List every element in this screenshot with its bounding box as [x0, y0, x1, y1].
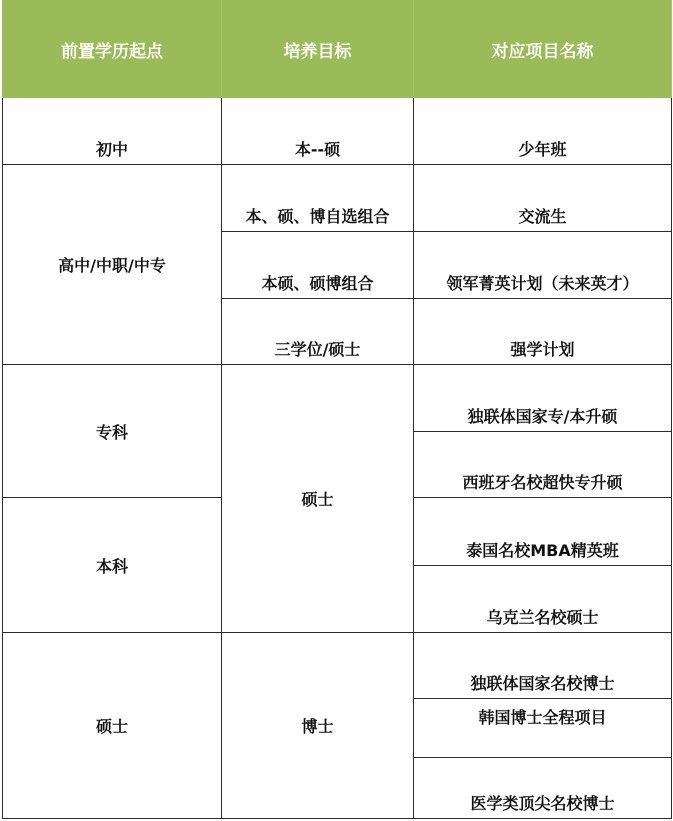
header-start-level: 前置学历起点 [3, 1, 222, 98]
header-program: 对应项目名称 [414, 1, 672, 98]
goal-cell: 博士 [222, 632, 414, 818]
program-cell: 领军菁英计划（未来英才） [414, 232, 672, 299]
program-cell: 独联体国家名校博士 [414, 632, 672, 698]
start-level-cell: 高中/中职/中专 [3, 165, 222, 365]
goal-cell: 三学位/硕士 [222, 299, 414, 365]
header-row [3, 1, 672, 98]
goal-cell: 本硕、硕博组合 [222, 232, 414, 299]
program-cell: 乌克兰名校硕士 [414, 565, 672, 632]
program-cell: 西班牙名校超快专升硕 [414, 432, 672, 498]
start-level-cell: 专科 [3, 365, 222, 498]
program-table [2, 0, 672, 819]
table-row [3, 165, 672, 232]
table-row [3, 98, 672, 165]
program-cell: 泰国名校MBA精英班 [414, 498, 672, 565]
start-level-cell: 硕士 [3, 632, 222, 818]
start-level-cell: 初中 [3, 98, 222, 165]
table-row [3, 632, 672, 698]
program-cell: 韩国博士全程项目 [414, 698, 672, 757]
goal-cell: 硕士 [222, 365, 414, 632]
table-row [3, 365, 672, 432]
program-cell: 少年班 [414, 98, 672, 165]
program-cell: 医学类顶尖名校博士 [414, 757, 672, 818]
program-cell: 独联体国家专/本升硕 [414, 365, 672, 432]
program-cell: 强学计划 [414, 299, 672, 365]
goal-cell: 本--硕 [222, 98, 414, 165]
goal-cell: 本、硕、博自选组合 [222, 165, 414, 232]
header-goal: 培养目标 [222, 1, 414, 98]
start-level-cell: 本科 [3, 498, 222, 632]
program-cell: 交流生 [414, 165, 672, 232]
